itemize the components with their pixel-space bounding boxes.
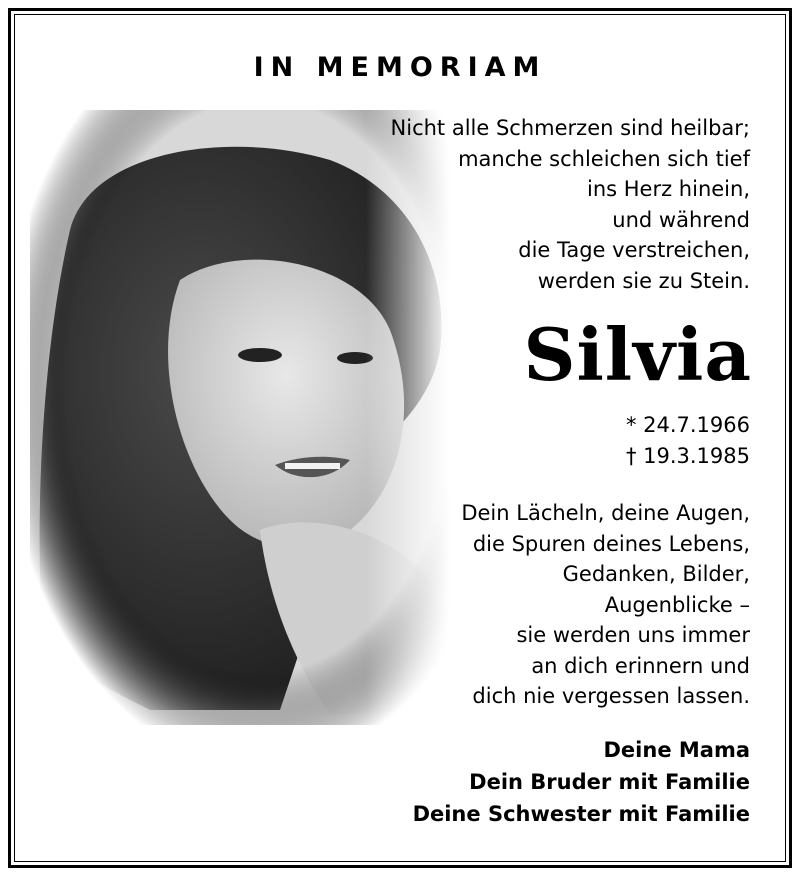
poem-top-line: manche schleichen sich tief [458,146,750,171]
signature-line: Deine Mama [603,738,750,762]
poem-top-line: Nicht alle Schmerzen sind heilbar; [390,116,750,140]
poem-top [320,113,750,296]
poem-bottom-line: die Spuren deines Lebens, [472,531,750,556]
poem-bottom-line: Dein Lächeln, deine Augen, [461,501,750,525]
poem-top-line: die Tage verstreichen, [518,238,750,262]
poem-bottom-line: dich nie vergessen lassen. [472,684,750,708]
signature-line: Dein Bruder mit Familie [469,770,750,794]
deceased-name: Silvia [523,312,752,397]
memoriam-title: IN MEMORIAM [253,52,547,83]
poem-top-line: ins Herz hinein, [587,177,750,201]
life-dates [450,410,750,471]
signature-line: Deine Schwester mit Familie [412,802,750,826]
poem-top-line: werden sie zu Stein. [537,268,750,293]
birth-date: * 24.7.1966 [625,413,750,437]
poem-bottom-line: Gedanken, Bilder, [562,562,750,586]
poem-bottom-line: sie werden uns immer [516,623,750,647]
death-date: † 19.3.1985 [625,443,750,468]
poem-bottom-line: Augenblicke – [604,592,750,617]
poem-bottom [370,498,750,712]
signatures [330,734,750,830]
poem-top-line: und während [612,207,750,232]
poem-bottom-line: an dich erinnern und [531,653,750,678]
